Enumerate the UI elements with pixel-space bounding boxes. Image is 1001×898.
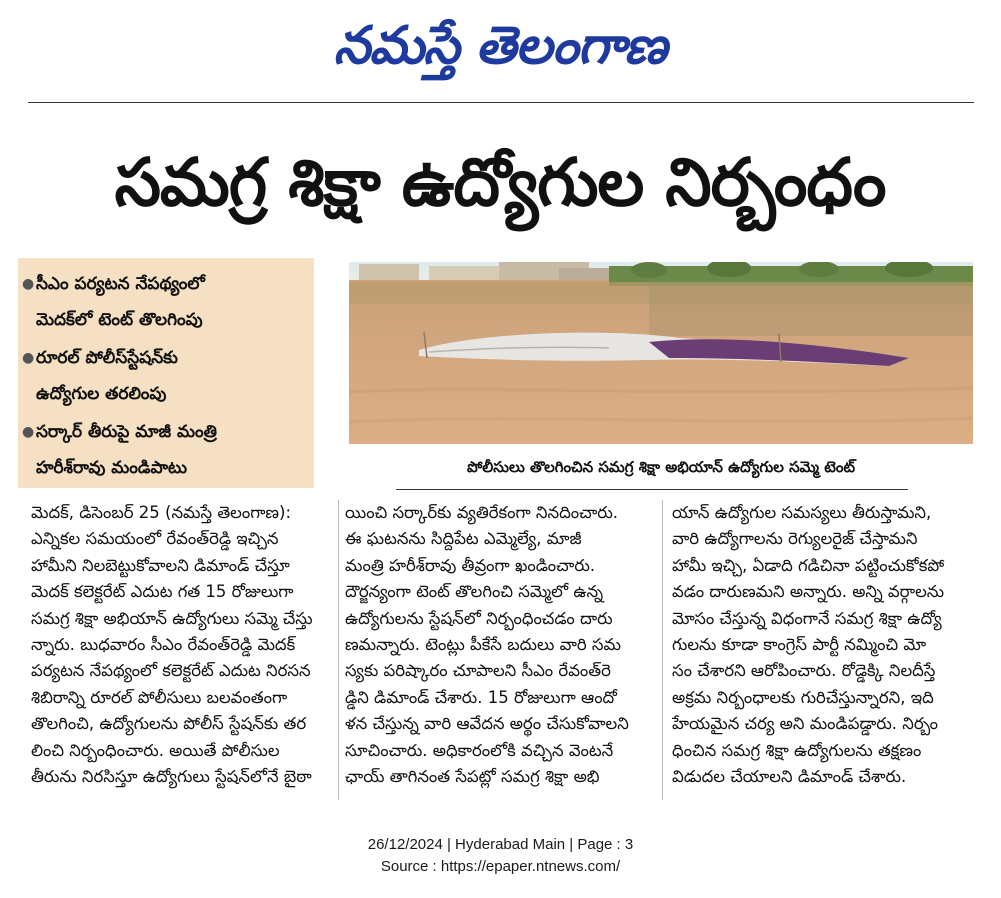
article-column-3 [672,500,972,790]
article-line: స్యకు పరిష్కారం చూపాలని సీఎం రేవంత్‌రె [345,661,611,681]
article-line: తొలగించి, ఉద్యోగులను పోలీస్‌ స్టేషన్‌కు తర [31,714,307,734]
article-line: మంత్రి హరీశ్‌రావు తీవ్రంగా ఖండించారు. [345,555,596,575]
footer-date-line: 26/12/2024 | Hyderabad Main | Page : 3 [367,836,634,853]
article-line: సూచించారు. అధికారంలోకి వచ్చిన వెంటనే [345,740,614,760]
article-line: ధించిన సమగ్ర శిక్షా ఉద్యోగులను తక్షణం [672,740,922,760]
article-line: మెదక్‌ కలెక్టరేట్‌ ఎదుట గత 15 రోజులుగా [31,582,294,602]
bullet-icon: ● [22,424,35,440]
article-line: సమగ్ర శిక్షా అభియాన్‌ ఉద్యోగులు సమ్మె చేస్తు [31,608,313,628]
article-line: మెదక్‌, డిసెంబర్‌ 25 (నమస్తే తెలంగాణ): [31,503,292,522]
bullet-icon: ● [22,350,35,366]
highlight-line: మెదక్‌లో టెంట్‌ తొలగింపు [36,310,203,330]
article-line: దౌర్జన్యంగా టెంట్‌ తొలగించి సమ్మెలో ఉన్న [345,582,604,602]
article-line: సం చేశారని ఆరోపించారు. రోడ్డెక్కి నిలదీస్తే [672,661,936,681]
caption-rule [396,489,908,490]
article-line: న్నారు. బుధవారం సీఎం రేవంత్‌రెడ్డి మెదక్‌ [31,634,296,654]
article-line: వారి ఉద్యోగాలను రెగ్యులరైజ్‌ చేస్తామని [672,529,918,549]
bullet-icon: ● [22,276,35,292]
article-line: వడం దారుణమని అన్నారు. అన్ని వర్గాలను [672,582,945,602]
article-line: శిబిరాన్ని రూరల్‌ పోలీసులు బలవంతంగా [31,687,288,707]
article-line: డ్డిని డిమాండ్‌ చేశారు. 15 రోజులుగా ఆందో [345,687,617,707]
article-line: లించి నిర్బంధించారు. అయితే పోలీసుల [31,740,280,760]
article-line: పర్యటన నేపథ్యంలో కలెక్టరేట్‌ ఎదుట నిరసన [31,661,311,681]
article-line: ఛాయ్‌ తాగినంత సేపట్లో సమగ్ర శిక్షా అభి [345,766,600,786]
article-column-1 [31,500,331,790]
article-line: ఈ ఘటనను సిద్దిపేట ఎమ్మెల్యే, మాజీ [345,529,582,549]
footer-source-line: Source : https://epaper.ntnews.com/ [380,858,621,875]
article-headline: సమగ్ర శిక్షా ఉద్యోగుల నిర్బంధం [114,144,886,221]
masthead-rule [28,102,974,103]
column-separator [338,500,339,800]
article-line: హామీని నిలబెట్టుకోవాలని డిమాండ్‌ చేస్తూ [31,555,290,575]
article-line: తీరును నిరసిస్తూ ఉద్యోగులు స్టేషన్‌లోనే బైఠా [31,766,312,786]
photo-removed-tent-icon [349,262,973,444]
article-column-2 [345,500,645,790]
article-line: యాన్‌ ఉద్యోగుల సమస్యలు తీరుస్తామని, [672,503,932,522]
newspaper-logo: నమస్తే తెలంగాణ [333,16,667,76]
article-line: ణమన్నారు. టెంట్లు పీకేసే బదులు వారి సమ [345,634,621,654]
article-line: గులను కూడా కాంగ్రెస్‌ పార్టీ నమ్మించి మో [672,634,927,654]
highlight-line: ● సీఎం పర్యటన నేపథ్యంలో [36,268,205,300]
news-photo [349,262,973,444]
article-line: అక్రమ నిర్బంధాలకు గురిచేస్తున్నారని, ఇది [672,687,934,707]
article-line: యించి సర్కార్‌కు వ్యతిరేకంగా నినదించారు. [345,503,619,522]
photo-caption: పోలీసులు తొలగించిన సమగ్ర శిక్షా అభియాన్‌ ఉద్యోగుల సమ్మె టెంట్‌ [466,458,856,476]
column-separator [662,500,663,800]
highlight-line: ఉద్యోగుల తరలింపు [36,384,167,404]
article-line: హామీ ఇచ్చి, ఏడాది గడిచినా పట్టించుకోకపో [672,555,945,575]
highlight-line: ● సర్కార్‌ తీరుపై మాజీ మంత్రి [36,416,217,448]
article-line: ళన చేస్తున్న వారి ఆవేదన అర్థం చేసుకోవాలని [345,714,629,734]
highlight-line: హరీశ్‌రావు మండిపాటు [36,458,187,478]
article-line: ఉద్యోగులను స్టేషన్‌లో నిర్బంధించడం దారు [345,608,613,628]
highlight-line: ● రూరల్‌ పోలీస్‌స్టేషన్‌కు [36,342,178,374]
article-line: విడుదల చేయాలని డిమాండ్‌ చేశారు. [672,766,907,786]
article-line: ఎన్నికల సమయంలో రేవంత్‌రెడ్డి ఇచ్చిన [31,529,279,549]
article-line: మోసం చేస్తున్న విధంగానే సమగ్ర శిక్షా ఉద్యో [672,608,942,628]
masthead [0,0,1001,100]
article-line: హేయమైన చర్య అని మండిపడ్డారు. నిర్బం [672,714,939,734]
highlights-box [18,258,314,488]
